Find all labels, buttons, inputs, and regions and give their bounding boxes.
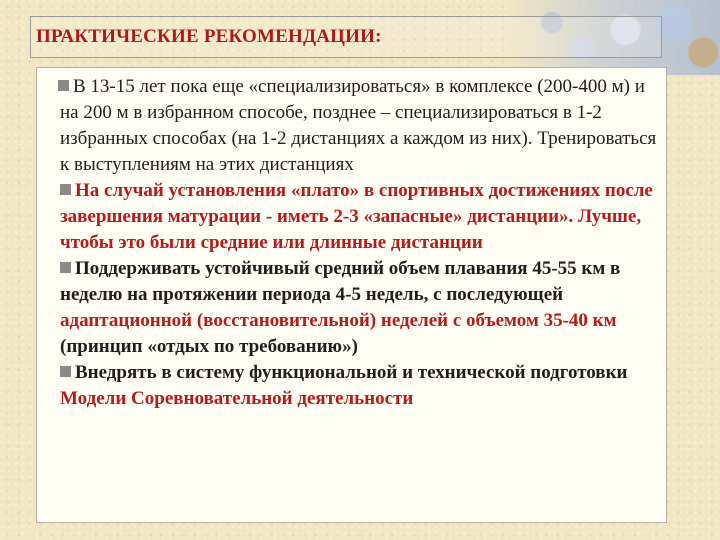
- item-text: Внедрять в систему функциональной и технической подготовки: [75, 362, 628, 383]
- list-item: [60, 74, 668, 178]
- list-item: [60, 360, 668, 412]
- list-item: [60, 256, 668, 360]
- item-text: Поддерживать устойчивый средний объем плавания 45-55 км в неделю на протяжении периода 4-5 недель, с последующей: [60, 258, 621, 305]
- page-title: ПРАКТИЧЕСКИЕ РЕКОМЕНДАЦИИ:: [36, 26, 382, 47]
- square-bullet-icon: [60, 184, 71, 195]
- square-bullet-icon: [58, 80, 69, 91]
- list-item: [60, 178, 668, 256]
- item-text: (принцип «отдых по требованию»): [60, 336, 358, 357]
- square-bullet-icon: [60, 366, 71, 377]
- item-text: На случай установления «плато» в спортивных достижениях после завершения матурации - иметь 2-3 «запасные» дистанции». Лучше, чтобы это были средние или длинные дистанции: [60, 180, 653, 253]
- item-highlight: Модели Соревновательной деятельности: [60, 388, 414, 409]
- item-highlight: адаптационной (восстановительной) неделей с объемом 35-40 км: [60, 310, 617, 331]
- recommendations-list: [60, 74, 668, 412]
- square-bullet-icon: [60, 262, 71, 273]
- item-text: В 13-15 лет пока еще «специализироваться» в комплексе (200-400 м) и на 200 м в избранном способе, позднее – специализироваться в 1-2 избранных способах (на 1-2 дистанциях а каждом из них). Тренироваться к выступлениям на этих дистанциях: [60, 76, 657, 175]
